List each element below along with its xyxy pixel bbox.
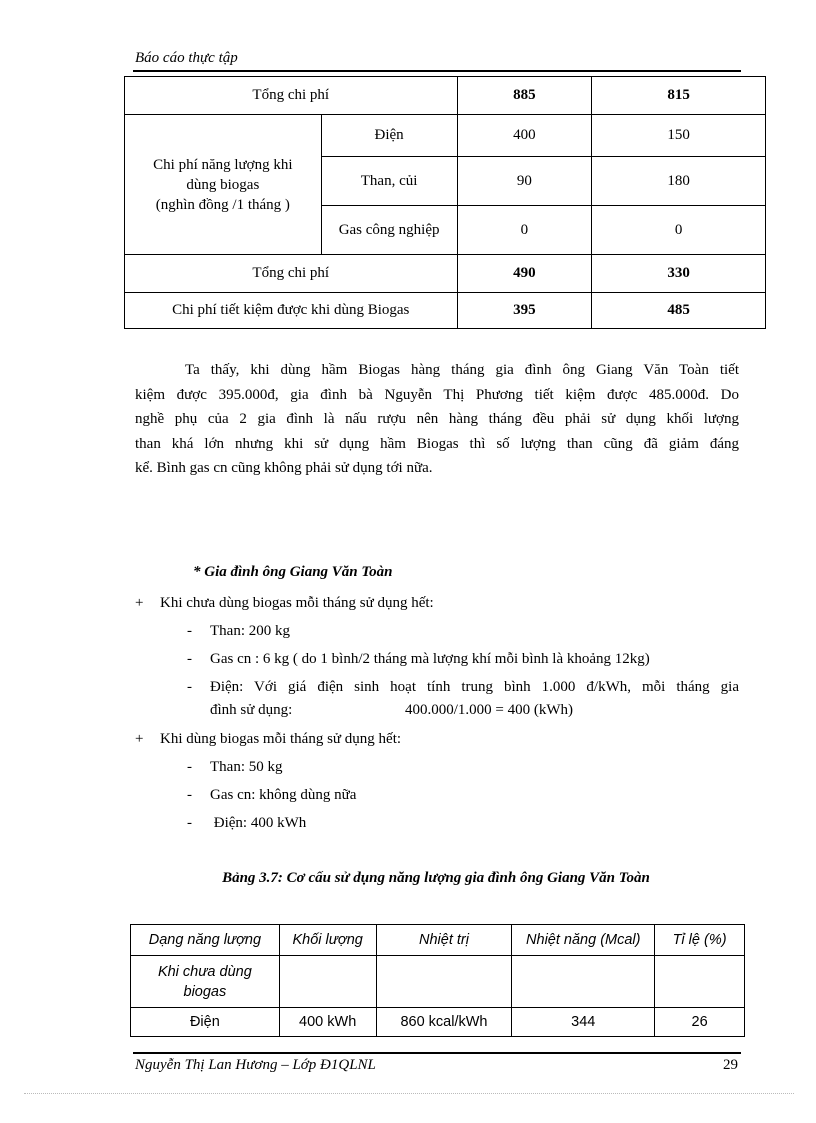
- table-cell: [279, 956, 376, 1008]
- table-cell: 180: [592, 157, 766, 206]
- group-line: Khi chưa dùng: [157, 963, 252, 980]
- bullet-dash: -: [187, 815, 192, 831]
- table-cell: Điện: [131, 1008, 280, 1037]
- table-row: [125, 115, 766, 157]
- list-item: Than: 50 kg: [210, 759, 283, 775]
- list-item: Gas cn: không dùng nữa: [210, 787, 357, 803]
- table-cell: [655, 956, 745, 1008]
- header-rule: [133, 70, 741, 72]
- table-cell: 860 kcal/kWh: [376, 1008, 512, 1037]
- table-cell: 90: [457, 157, 592, 206]
- total-label: Tổng chi phí: [125, 77, 458, 115]
- table-row: [125, 77, 766, 115]
- list-item-continuation: đình sử dụng:: [210, 702, 293, 718]
- column-header: Nhiệt trị: [376, 925, 512, 956]
- group-cell: [131, 956, 280, 1008]
- before-label: Khi chưa dùng biogas mỗi tháng sử dụng hết:: [160, 595, 434, 611]
- table-row: [125, 293, 766, 329]
- table-cell: 490: [457, 255, 592, 293]
- table-cell: 885: [457, 77, 592, 115]
- table-row: [131, 956, 745, 1008]
- section-heading: * Gia đình ông Giang Văn Toàn: [193, 564, 393, 580]
- table-cell: [376, 956, 512, 1008]
- group-label-line: dùng biogas: [186, 176, 260, 193]
- table-row: [131, 1008, 745, 1037]
- bullet-plus: +: [135, 595, 144, 611]
- table-cell: 485: [592, 293, 766, 329]
- item-name: Gas công nghiệp: [321, 206, 457, 255]
- group-label-line: Chi phí năng lượng khi: [153, 156, 293, 173]
- page-header-title: Báo cáo thực tập: [135, 50, 238, 66]
- cost-table: [124, 76, 766, 329]
- list-item: Điện: 400 kWh: [210, 815, 307, 831]
- item-name: Than, củi: [321, 157, 457, 206]
- paragraph-line: nghề phụ của 2 gia đình là nấu rượu nên hàng tháng đều phải sử dụng khối lượng: [135, 411, 739, 427]
- group-label-line: (nghìn đồng /1 tháng ): [155, 196, 290, 213]
- page-edge: [24, 1093, 794, 1094]
- table-header-row: [131, 925, 745, 956]
- column-header: Nhiệt năng (Mcal): [512, 925, 655, 956]
- table-cell: [512, 956, 655, 1008]
- table-row: [125, 255, 766, 293]
- list-item: Than: 200 kg: [210, 623, 290, 639]
- list-item: Điện: Với giá điện sinh hoạt tính trung bình 1.000 đ/kWh, mỗi tháng gia: [210, 679, 739, 695]
- column-header: Tỉ lệ (%): [655, 925, 745, 956]
- table-cell: 400 kWh: [279, 1008, 376, 1037]
- formula: 400.000/1.000 = 400 (kWh): [405, 702, 574, 718]
- group-line: biogas: [183, 983, 227, 1000]
- total-label: Tổng chi phí: [125, 255, 458, 293]
- table-cell: 395: [457, 293, 592, 329]
- table-cell: 0: [457, 206, 592, 255]
- bullet-plus: +: [135, 731, 144, 747]
- bullet-dash: -: [187, 787, 192, 803]
- after-label: Khi dùng biogas mỗi tháng sử dụng hết:: [160, 731, 402, 747]
- table-cell: 330: [592, 255, 766, 293]
- bullet-dash: -: [187, 759, 192, 775]
- footer-rule: [133, 1052, 741, 1054]
- table-caption: Bảng 3.7: Cơ cấu sử dụng năng lượng gia đình ông Giang Văn Toàn: [222, 870, 650, 886]
- footer-author: Nguyễn Thị Lan Hương – Lớp Đ1QLNL: [135, 1057, 376, 1073]
- table-cell: 815: [592, 77, 766, 115]
- paragraph-line: Ta thấy, khi dùng hầm Biogas hàng tháng gia đình ông Giang Văn Toàn tiết: [185, 362, 739, 378]
- bullet-dash: -: [187, 679, 192, 695]
- bullet-dash: -: [187, 623, 192, 639]
- column-header: Khối lượng: [279, 925, 376, 956]
- body-paragraph: [135, 358, 739, 481]
- group-label-cell: [125, 115, 322, 255]
- energy-table: [130, 924, 745, 1037]
- page-number: 29: [723, 1057, 738, 1073]
- table-cell: 150: [592, 115, 766, 157]
- paragraph-line: kiệm được 395.000đ, gia đình bà Nguyễn Thị Phương tiết kiệm được 485.000đ. Do: [135, 386, 739, 403]
- bullet-dash: -: [187, 651, 192, 667]
- table-cell: 400: [457, 115, 592, 157]
- saving-label: Chi phí tiết kiệm được khi dùng Biogas: [125, 293, 458, 329]
- column-header: Dạng năng lượng: [131, 925, 280, 956]
- table-cell: 0: [592, 206, 766, 255]
- table-cell: 344: [512, 1008, 655, 1037]
- list-item: Gas cn : 6 kg ( do 1 bình/2 tháng mà lượng khí mỗi bình là khoảng 12kg): [210, 651, 650, 667]
- item-name: Điện: [321, 115, 457, 157]
- paragraph-line: than khá lớn nhưng khi sử dụng hầm Biogas thì số lượng than cũng đã giảm đáng: [135, 435, 739, 452]
- paragraph-line: kể. Bình gas cn cũng không phải sử dụng tới nữa.: [135, 460, 433, 476]
- table-cell: 26: [655, 1008, 745, 1037]
